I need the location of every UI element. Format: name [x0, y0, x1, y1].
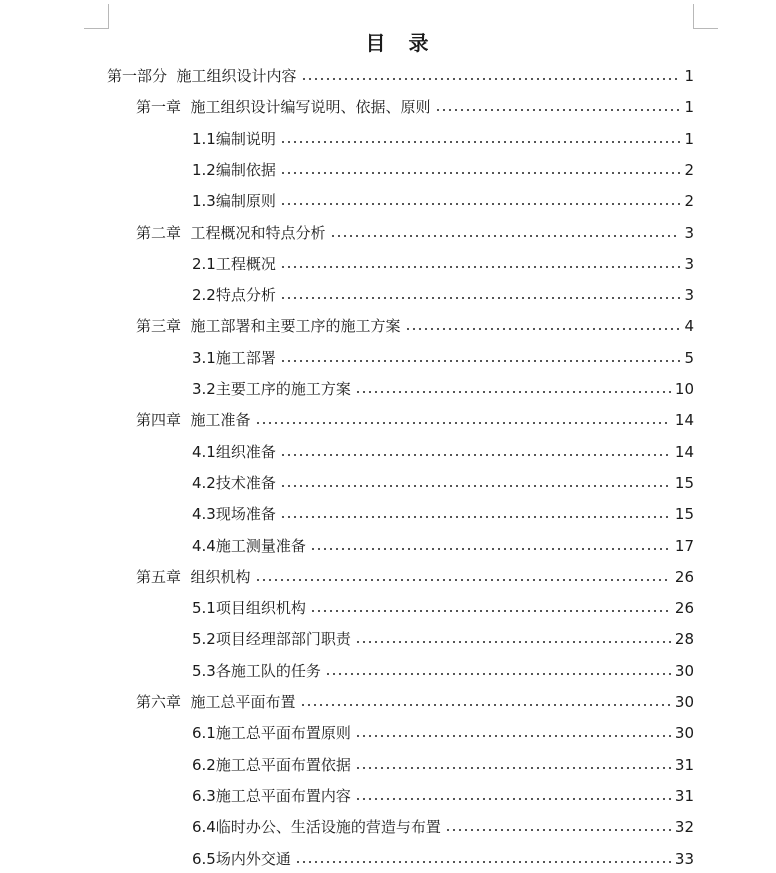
toc-page-number: 15 — [674, 473, 694, 492]
toc-entry-text: 6.3施工总平面布置内容 — [192, 786, 351, 805]
toc-page-number: 2 — [684, 160, 694, 179]
toc-dot-leader — [280, 296, 680, 300]
toc-section-entry[interactable] — [192, 778, 694, 806]
toc-page-number: 1 — [684, 98, 694, 117]
toc-chapter-entry[interactable] — [136, 559, 694, 587]
toc-entry-text: 1.3编制原则 — [192, 192, 276, 211]
toc-dot-leader — [301, 77, 680, 81]
toc-section-entry[interactable] — [192, 152, 694, 180]
toc-entry-text: 第二章 工程概况和特点分析 — [136, 223, 326, 242]
toc-section-entry[interactable] — [192, 246, 694, 274]
toc-page-number: 32 — [674, 818, 694, 837]
toc-dot-leader — [355, 640, 671, 644]
toc-page-number: 30 — [674, 693, 694, 711]
toc-page-number: 15 — [674, 505, 694, 524]
toc-page-number: 3 — [684, 223, 694, 242]
toc-dot-leader — [445, 828, 671, 832]
toc-chapter-entry[interactable] — [136, 684, 694, 712]
toc-entry-text: 5.3各施工队的任务 — [192, 661, 321, 680]
toc-dot-leader — [280, 171, 680, 175]
toc-page-number: 3 — [684, 254, 694, 273]
toc-page-number: 2 — [684, 192, 694, 211]
toc-entry-text: 3.2主要工序的施工方案 — [192, 380, 351, 398]
toc-entry-text: 第三章 施工部署和主要工序的施工方案 — [136, 317, 401, 336]
toc-entry-text: 4.4施工测量准备 — [192, 536, 306, 555]
toc-dot-leader — [280, 484, 671, 488]
toc-dot-leader — [435, 108, 680, 112]
toc-page-number: 1 — [684, 129, 694, 148]
toc-entry-text: 4.1组织准备 — [192, 442, 276, 461]
toc-page-number: 14 — [674, 411, 694, 430]
toc-dot-leader — [355, 390, 671, 394]
toc-entry-text: 6.5场内外交通 — [192, 849, 291, 868]
toc-entry-text: 2.1工程概况 — [192, 254, 276, 273]
toc-section-entry[interactable] — [192, 590, 694, 618]
toc-dot-leader — [255, 578, 671, 582]
toc-page-number: 5 — [684, 348, 694, 367]
toc-entry-text: 6.1施工总平面布置原则 — [192, 724, 351, 743]
toc-page-number: 10 — [674, 380, 694, 398]
toc-dot-leader — [280, 453, 671, 457]
toc-dot-leader — [280, 202, 680, 206]
toc-page-number: 28 — [674, 630, 694, 649]
toc-page-number: 4 — [684, 317, 694, 336]
toc-chapter-entry[interactable] — [136, 308, 694, 336]
toc-dot-leader — [330, 234, 680, 238]
toc-dot-leader — [280, 265, 680, 269]
toc-section-entry[interactable] — [192, 340, 694, 368]
toc-section-entry[interactable] — [192, 841, 694, 869]
toc-entry-text: 第一章 施工组织设计编写说明、依据、原则 — [136, 98, 431, 117]
toc-page-number: 3 — [684, 286, 694, 305]
toc-entry-text: 4.3现场准备 — [192, 505, 276, 524]
toc-page-number: 31 — [674, 786, 694, 805]
toc-entry-text: 第五章 组织机构 — [136, 567, 251, 586]
toc-section-entry[interactable] — [192, 621, 694, 649]
toc-section-entry[interactable] — [192, 371, 694, 399]
toc-dot-leader — [310, 547, 671, 551]
toc-page-number: 33 — [674, 849, 694, 868]
toc-section-entry[interactable] — [192, 277, 694, 305]
toc-entry-text: 6.4临时办公、生活设施的营造与布置 — [192, 818, 441, 837]
toc-entry-text: 5.1项目组织机构 — [192, 599, 306, 618]
toc-page-number: 26 — [674, 599, 694, 618]
toc-section-entry[interactable] — [192, 528, 694, 556]
toc-dot-leader — [310, 609, 671, 613]
toc-chapter-entry[interactable] — [136, 89, 694, 117]
toc-dot-leader — [280, 140, 680, 144]
toc-dot-leader — [355, 797, 671, 801]
toc-dot-leader — [325, 672, 671, 676]
toc-section-entry[interactable] — [192, 809, 694, 837]
crop-mark-top-left — [84, 4, 109, 29]
toc-section-entry[interactable] — [192, 496, 694, 524]
toc-dot-leader — [295, 860, 671, 864]
toc-entry-text: 2.2特点分析 — [192, 286, 276, 305]
toc-dot-leader — [355, 766, 671, 770]
toc-entry-text: 1.2编制依据 — [192, 160, 276, 179]
toc-entry-text: 第一部分 施工组织设计内容 — [107, 67, 297, 85]
toc-dot-leader — [355, 734, 671, 738]
toc-entry-text: 6.2施工总平面布置依据 — [192, 755, 351, 774]
toc-entry-text: 5.2项目经理部部门职责 — [192, 630, 351, 649]
toc-chapter-entry[interactable] — [136, 402, 694, 430]
toc-dot-leader — [255, 421, 671, 425]
toc-dot-leader — [300, 703, 671, 707]
toc-page-number: 1 — [684, 67, 694, 85]
toc-section-entry[interactable] — [192, 653, 694, 681]
toc-page-number: 14 — [674, 442, 694, 461]
toc-entry-text: 第四章 施工准备 — [136, 411, 251, 430]
toc-part-entry[interactable] — [107, 58, 694, 86]
toc-page-number: 30 — [674, 724, 694, 743]
toc-dot-leader — [405, 327, 680, 331]
toc-chapter-entry[interactable] — [136, 215, 694, 243]
toc-entry-text: 3.1施工部署 — [192, 348, 276, 367]
toc-section-entry[interactable] — [192, 183, 694, 211]
toc-section-entry[interactable] — [192, 121, 694, 149]
toc-dot-leader — [280, 515, 671, 519]
toc-section-entry[interactable] — [192, 434, 694, 462]
toc-entry-text: 4.2技术准备 — [192, 473, 276, 492]
toc-dot-leader — [280, 359, 680, 363]
toc-page-number: 26 — [674, 567, 694, 586]
toc-section-entry[interactable] — [192, 747, 694, 775]
toc-page-number: 30 — [674, 661, 694, 680]
toc-section-entry[interactable] — [192, 465, 694, 493]
toc-page-number: 17 — [674, 536, 694, 555]
toc-page-number: 31 — [674, 755, 694, 774]
toc-title: 目 录 — [365, 31, 437, 55]
toc-entry-text: 1.1编制说明 — [192, 129, 276, 148]
toc-section-entry[interactable] — [192, 715, 694, 743]
crop-mark-top-right — [693, 4, 718, 29]
toc-entry-text: 第六章 施工总平面布置 — [136, 693, 296, 711]
